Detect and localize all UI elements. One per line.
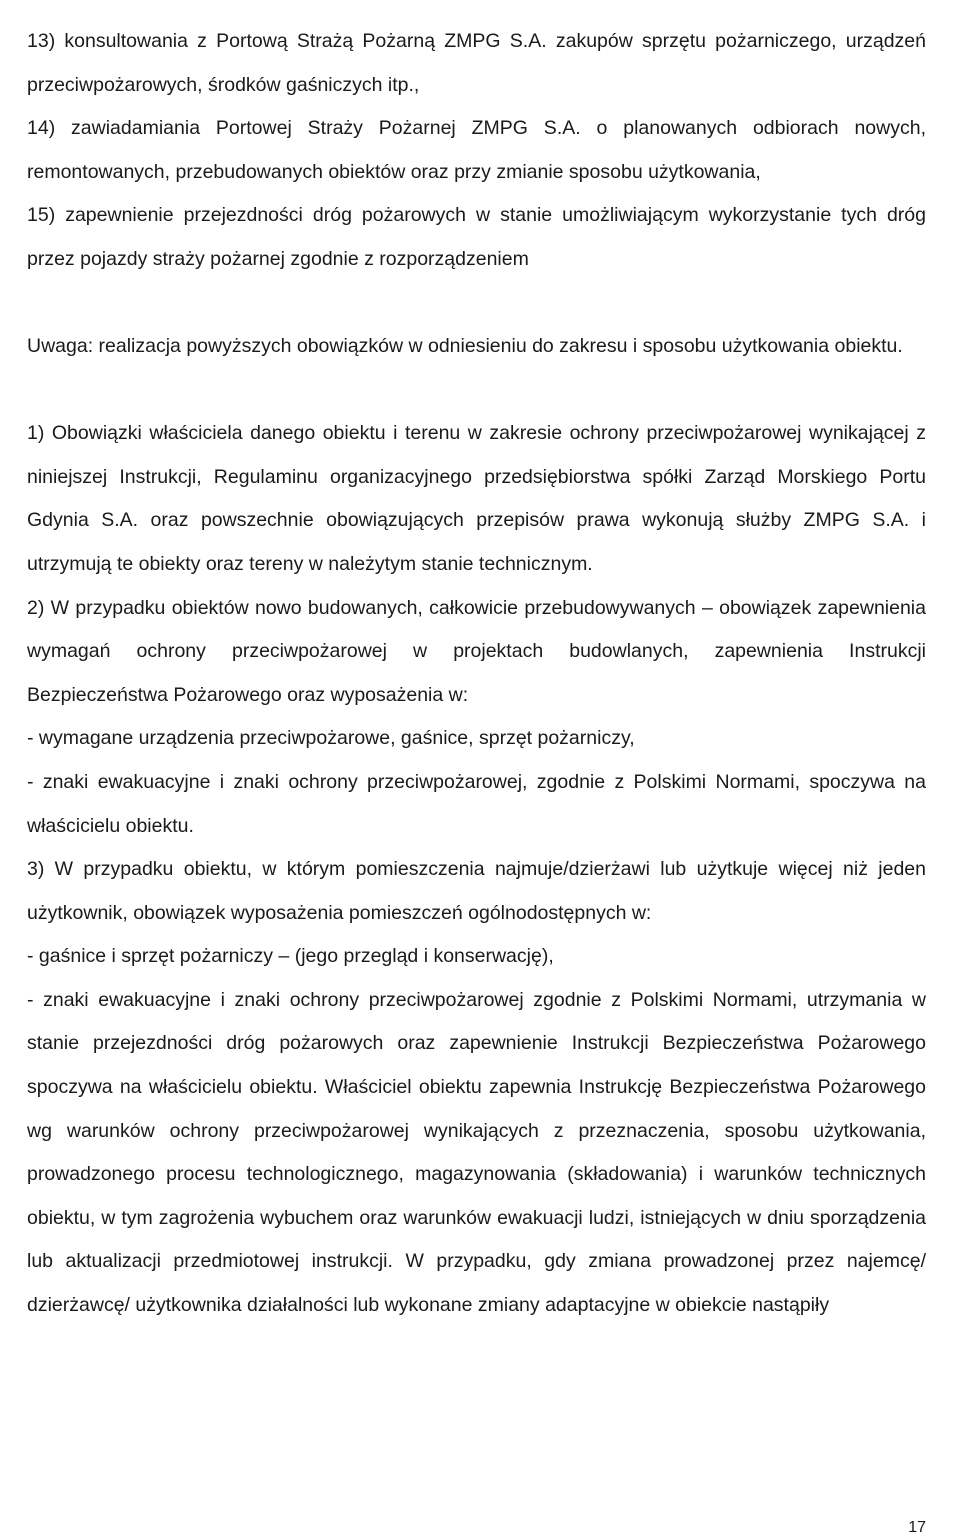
section-3-item-2: - znaki ewakuacyjne i znaki ochrony przeciwpożarowej zgodnie z Polskimi Normami, utrzymania w stanie przejezdności dróg pożarowych oraz zapewnienie Instrukcji Bezpieczeństwa Pożarowego spoczywa na właścicielu obiektu. Właściciel obiektu zapewnia Instrukcję Bezpieczeństwa Pożarowego wg warunków ochrony przeciwpożarowej wynikających z przeznaczenia, sposobu użytkowania, prowadzonego procesu technologicznego, magazynowania (składowania) i warunków technicznych obiektu, w tym zagrożenia wybuchem oraz warunków ewakuacji ludzi, istniejących w dniu sporządzenia lub aktualizacji przedmiotowej instrukcji. W przypadku, gdy zmiana prowadzonej przez najemcę/ dzierżawcę/ użytkownika działalności lub wykonane zmiany adaptacyjne w obiekcie nastąpiły [27,988,926,1317]
page-number: 17 [908,1519,926,1536]
list-item-14: 14) zawiadamiania Portowej Straży Pożarnej ZMPG S.A. o planowanych odbiorach nowych, remontowanych, przebudowanych obiektów oraz przy zmianie sposobu użytkowania, [27,117,926,183]
list-item-13: 13) konsultowania z Portową Strażą Pożarną ZMPG S.A. zakupów sprzętu pożarniczego, urządzeń przeciwpożarowych, środków gaśniczych itp., [27,30,926,96]
list-item-15: 15) zapewnienie przejezdności dróg pożarowych w stanie umożliwiającym wykorzystanie tych dróg przez pojazdy straży pożarnej zgodnie z rozporządzeniem [27,204,926,270]
note-paragraph: Uwaga: realizacja powyższych obowiązków w odniesieniu do zakresu i sposobu użytkowania obiektu. [27,334,903,357]
section-3-item-1: - gaśnice i sprzęt pożarniczy – (jego przegląd i konserwację), [27,945,554,968]
section-2-item-2: - znaki ewakuacyjne i znaki ochrony przeciwpożarowej, zgodnie z Polskimi Normami, spoczywa na właścicielu obiektu. [27,770,926,837]
section-2-item-1: - wymagane urządzenia przeciwpożarowe, gaśnice, sprzęt pożarniczy, [27,727,635,750]
spacer [27,282,926,325]
section-2-intro: 2) W przypadku obiektów nowo budowanych, całkowicie przebudowywanych – obowiązek zapewnienia wymagań ochrony przeciwpożarowej w projektach budowlanych, zapewnienia Instrukcji Bezpieczeństwa Pożarowego oraz wyposażenia w: [27,596,926,706]
spacer [27,368,926,412]
section-3-intro: 3) W przypadku obiektu, w którym pomieszczenia najmuje/dzierżawi lub użytkuje więcej niż jeden użytkownik, obowiązek wyposażenia pomieszczeń ogólnodostępnych w: [27,858,926,924]
section-1-paragraph: 1) Obowiązki właściciela danego obiektu i terenu w zakresie ochrony przeciwpożarowej wynikającej z niniejszej Instrukcji, Regulaminu organizacyjnego przedsiębiorstwa spółki Zarząd Morskiego Portu Gdynia S.A. oraz powszechnie obowiązujących przepisów prawa wykonują służby ZMPG S.A. i utrzymują te obiekty oraz tereny w należytym stanie technicznym. [27,422,926,575]
document-body [27,20,926,1328]
